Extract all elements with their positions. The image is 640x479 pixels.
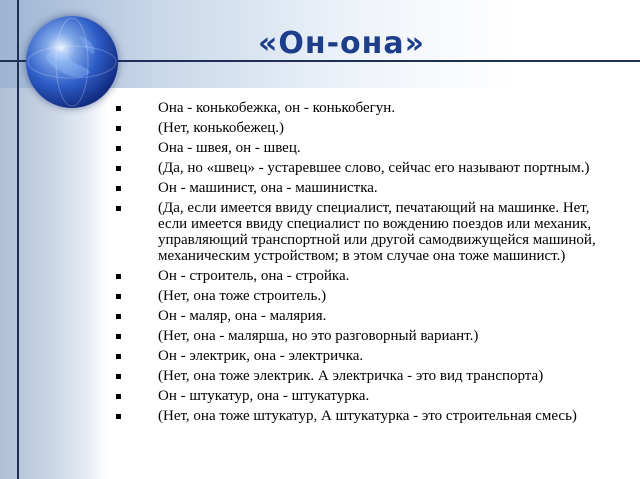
list-item <box>110 328 620 344</box>
list-item-text: (Нет, она тоже электрик. А электричка - это вид транспорта) <box>158 368 544 384</box>
bullet-icon <box>116 414 121 419</box>
list-item-text: (Нет, она тоже строитель.) <box>158 288 327 304</box>
globe-icon <box>26 16 118 108</box>
bullet-icon <box>116 374 121 379</box>
list-item <box>110 308 620 324</box>
list-item-text: (Да, если имеется ввиду специалист, печатающий на машинке. Нет, если имеется ввиду специалист по вождению поездов или механик, управляющий транспортной или другой самодвижущейся машиной, механическим устройством; в этом случае она тоже машинист.) <box>158 200 596 264</box>
list-item <box>110 160 620 176</box>
list-item <box>110 408 620 424</box>
bullet-icon <box>116 206 121 211</box>
list-item-text: (Нет, она тоже штукатур, А штукатурка - это строительная смесь) <box>158 408 577 424</box>
list-item <box>110 368 620 384</box>
bullet-icon <box>116 394 121 399</box>
list-item-text: (Да, но «швец» - устаревшее слово, сейчас его называют портным.) <box>158 160 590 176</box>
bullet-icon <box>116 186 121 191</box>
list-item-text: (Нет, она - малярша, но это разговорный вариант.) <box>158 328 479 344</box>
list-item-text: Он - строитель, она - стройка. <box>158 268 350 284</box>
list-item-text: Она - конькобежка, он - конькобегун. <box>158 100 396 116</box>
list-item <box>110 348 620 364</box>
list-item-text: Он - электрик, она - электричка. <box>158 348 364 364</box>
list-item-text: Он - маляр, она - малярия. <box>158 308 327 324</box>
bullet-icon <box>116 314 121 319</box>
bullet-icon <box>116 354 121 359</box>
list-item <box>110 100 620 116</box>
list-item <box>110 268 620 284</box>
bullet-icon <box>116 106 121 111</box>
list-item-text: Он - машинист, она - машинистка. <box>158 180 378 196</box>
list-item-text: Он - штукатур, она - штукатурка. <box>158 388 370 404</box>
bullet-icon <box>116 334 121 339</box>
list-item <box>110 388 620 404</box>
list-item <box>110 200 620 264</box>
bullet-icon <box>116 294 121 299</box>
list-item <box>110 120 620 136</box>
bullet-icon <box>116 274 121 279</box>
vertical-frame-line <box>17 0 19 479</box>
list-item <box>110 180 620 196</box>
bullet-icon <box>116 126 121 131</box>
bullet-list <box>110 100 620 428</box>
list-item <box>110 140 620 156</box>
slide-title: «Он-она» <box>258 26 426 61</box>
list-item <box>110 288 620 304</box>
list-item-text: (Нет, конькобежец.) <box>158 120 285 136</box>
list-item-text: Она - швея, он - швец. <box>158 140 301 156</box>
bullet-icon <box>116 166 121 171</box>
bullet-icon <box>116 146 121 151</box>
